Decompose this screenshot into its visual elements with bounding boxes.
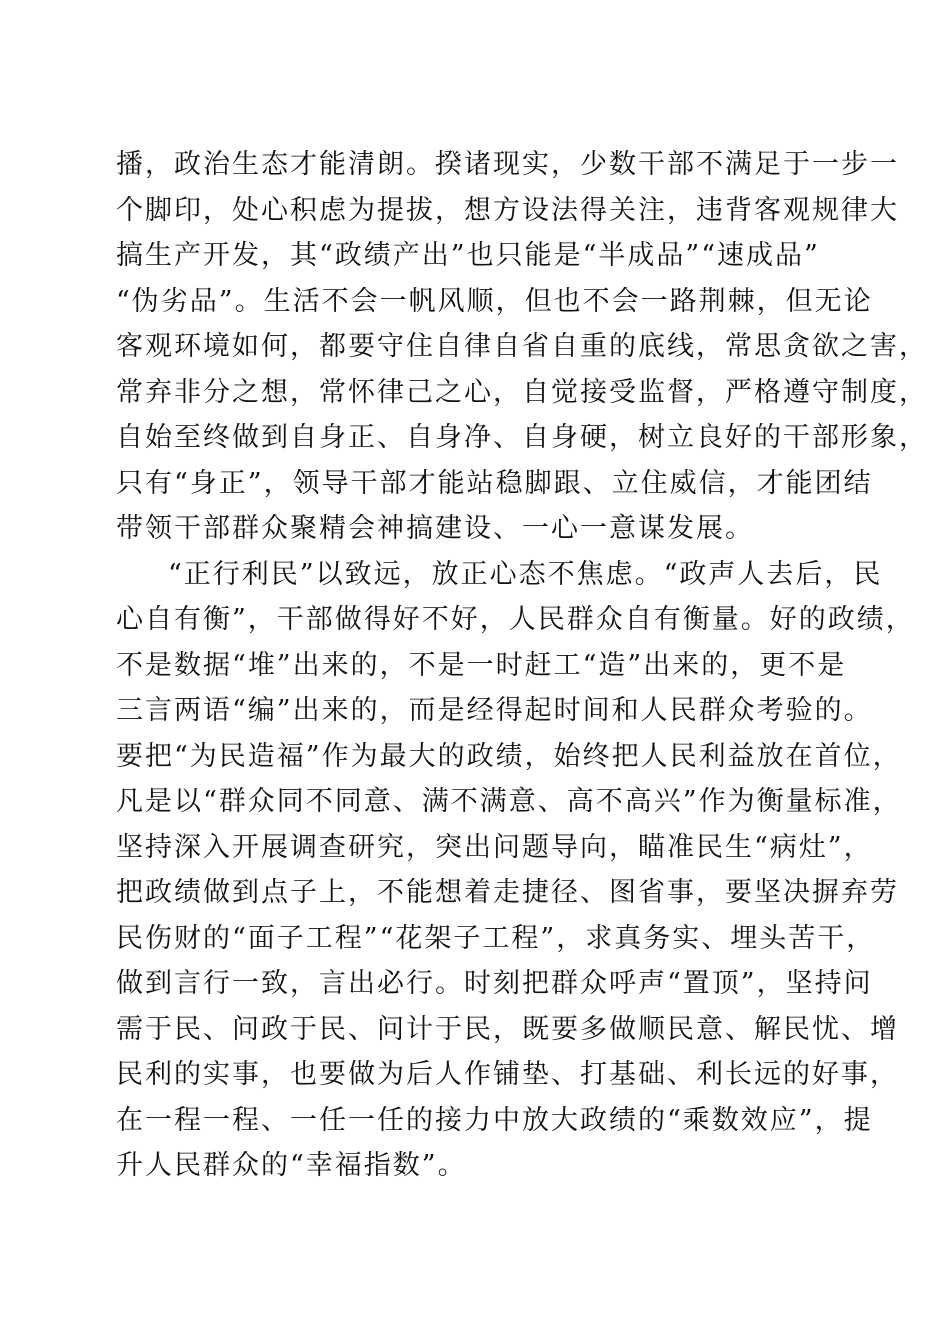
text-line: 常弃非分之想，常怀律己之心，自觉接受监督，严格遵守制度， — [116, 376, 928, 408]
text-line: 民利的实事，也要做为后人作铺垫、打基础、利长远的好事， — [116, 1059, 899, 1090]
text-line: 只有“身正”，领导干部才能站稳脚跟、立住威信，才能团结 — [116, 467, 873, 499]
text-line: 升人民群众的“幸福指数”。 — [116, 1150, 467, 1181]
text-line: “正行利民”以致远，放正心态不焦虑。“政声人去后，民 — [168, 558, 883, 590]
text-line: 播，政治生态才能清朗。揆诸现实，少数干部不满足于一步一 — [116, 149, 899, 180]
text-line: 要把“为民造福”作为最大的政绩，始终把人民利益放在首位， — [116, 740, 902, 772]
text-line: 做到言行一致，言出必行。时刻把群众呼声“置顶”，坚持问 — [116, 968, 873, 999]
text-line: 坚持深入开展调查研究，突出问题导向，瞄准民生“病灶”， — [116, 831, 873, 863]
text-line: 在一程一程、一任一任的接力中放大政绩的“乘数效应”，提 — [116, 1104, 873, 1136]
text-line: 三言两语“编”出来的，而是经得起时间和人民群众考验的。 — [116, 695, 873, 726]
text-line: 个脚印，处心积虑为提拔，想方设法得关注，违背客观规律大 — [116, 194, 899, 226]
body-text — [116, 142, 928, 1189]
text-line: 心自有衡”，干部做得好不好，人民群众自有衡量。好的政绩， — [116, 604, 915, 635]
text-line: 带领干部群众聚精会神搞建设、一心一意谋发展。 — [116, 513, 754, 544]
text-line: 不是数据“堆”出来的，不是一时赶工“造”出来的，更不是 — [116, 649, 847, 681]
text-line: 自始至终做到自身正、自身净、自身硬，树立良好的干部形象， — [116, 422, 928, 453]
text-line: 需于民、问政于民、问计于民，既要多做顺民意、解民忧、增 — [116, 1013, 899, 1045]
text-line: 把政绩做到点子上，不能想着走捷径、图省事，要坚决摒弃劳 — [116, 877, 899, 908]
text-line: 搞生产开发，其“政绩产出”也只能是“半成品”“速成品” — [116, 240, 820, 271]
paragraph-1 — [116, 142, 928, 552]
text-line: 客观环境如何，都要守住自律自省自重的底线，常思贪欲之害， — [116, 331, 928, 362]
text-line: “伪劣品”。生活不会一帆风顺，但也不会一路荆棘，但无论 — [116, 285, 873, 317]
paragraph-2 — [116, 552, 915, 1189]
text-line: 凡是以“群众同不同意、满不满意、高不高兴”作为衡量标准， — [116, 786, 902, 817]
text-line: 民伤财的“面子工程”“花架子工程”，求真务实、埋头苦干， — [116, 922, 876, 954]
